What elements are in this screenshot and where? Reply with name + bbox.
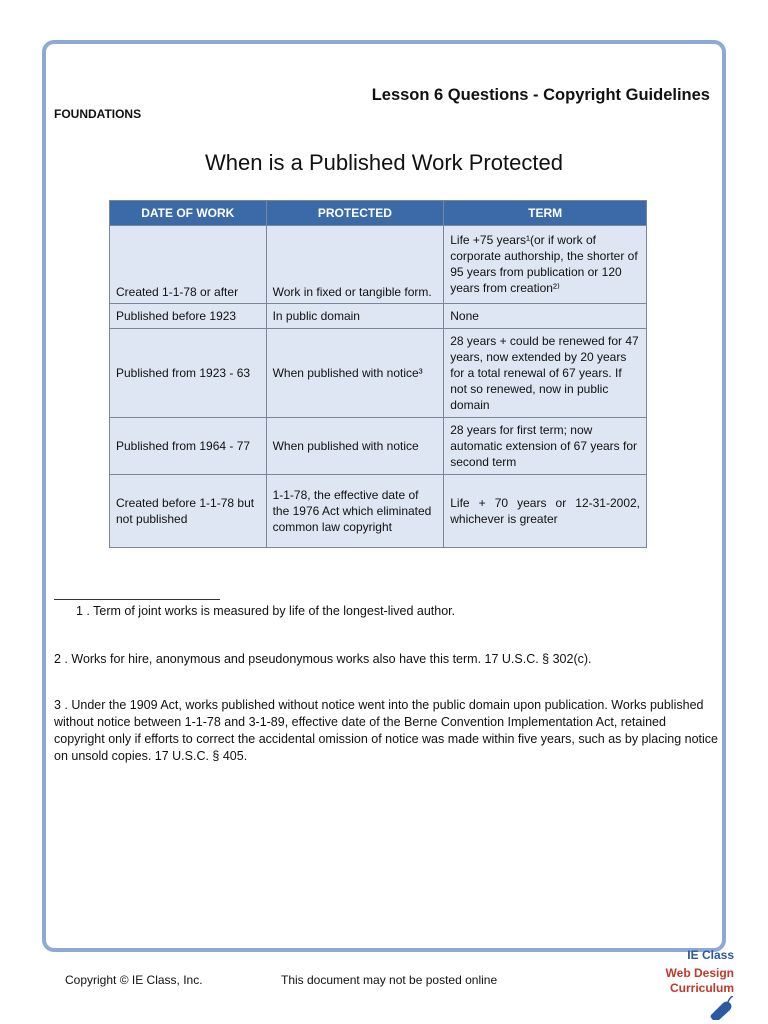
- footer-copyright: Copyright © IE Class, Inc.: [65, 973, 203, 987]
- footnote-3: 3 . Under the 1909 Act, works published without notice went into the public domain upon publication. Works published without notice between 1-1-78 and 3-1-89, effective date of the Berne Convention Implementation Act, retained copyright only if efforts to correct the accidental omission of notice was made within five years, such as by placing notice on unsold copies. 17 U.S.C. § 405.: [54, 698, 718, 763]
- table-row: [110, 226, 647, 304]
- table-cell: 28 years + could be renewed for 47 years, now extended by 20 years for a total renewal of 67 years. If not so renewed, now in public domain: [444, 329, 647, 418]
- table-cell: Created before 1-1-78 but not published: [110, 475, 267, 548]
- table-cell: Life + 70 years or 12-31-2002, whichever is greater: [444, 475, 647, 548]
- mouse-icon: [708, 996, 734, 1020]
- table-row: [110, 475, 647, 548]
- footer-notice: This document may not be posted online: [281, 973, 498, 987]
- header-date-of-work: DATE OF WORK: [110, 201, 267, 226]
- logo-line-curriculum: Curriculum: [669, 981, 734, 995]
- copyright-table: [109, 200, 647, 548]
- footnote-divider: [54, 599, 220, 600]
- footnote-1: 1 . Term of joint works is measured by life of the longest-lived author.: [76, 604, 456, 618]
- header-protected: PROTECTED: [266, 201, 444, 226]
- table-header-row: [110, 201, 647, 226]
- table-cell: Published from 1964 - 77: [110, 418, 267, 475]
- table-cell: Created 1-1-78 or after: [110, 226, 267, 304]
- logo-line-brand: IE Class: [687, 948, 734, 962]
- table-cell: 1-1-78, the effective date of the 1976 Act which eliminated common law copyright: [266, 475, 444, 548]
- footnote-2: 2 . Works for hire, anonymous and pseudonymous works also have this term. 17 U.S.C. § 302(c).: [54, 652, 592, 666]
- table-row: [110, 418, 647, 475]
- table-row: [110, 329, 647, 418]
- section-label: FOUNDATIONS: [54, 107, 142, 121]
- table-cell: Published from 1923 - 63: [110, 329, 267, 418]
- table-cell: When published with notice: [266, 418, 444, 475]
- page-title: When is a Published Work Protected: [205, 150, 563, 175]
- table-row: [110, 304, 647, 329]
- logo-line-web-design: Web Design: [665, 966, 734, 980]
- table-cell: Work in fixed or tangible form.: [266, 226, 444, 304]
- table-cell: Published before 1923: [110, 304, 267, 329]
- header-term: TERM: [444, 201, 647, 226]
- table-cell: When published with notice³: [266, 329, 444, 418]
- lesson-title: Lesson 6 Questions - Copyright Guidelines: [371, 86, 710, 104]
- table-cell: None: [444, 304, 647, 329]
- table-cell: In public domain: [266, 304, 444, 329]
- table-cell: Life +75 years¹(or if work of corporate authorship, the shorter of 95 years from publication or 120 years from creation²⁾: [444, 226, 647, 304]
- table-cell: 28 years for first term; now automatic extension of 67 years for second term: [444, 418, 647, 475]
- ie-class-logo: [664, 946, 744, 1022]
